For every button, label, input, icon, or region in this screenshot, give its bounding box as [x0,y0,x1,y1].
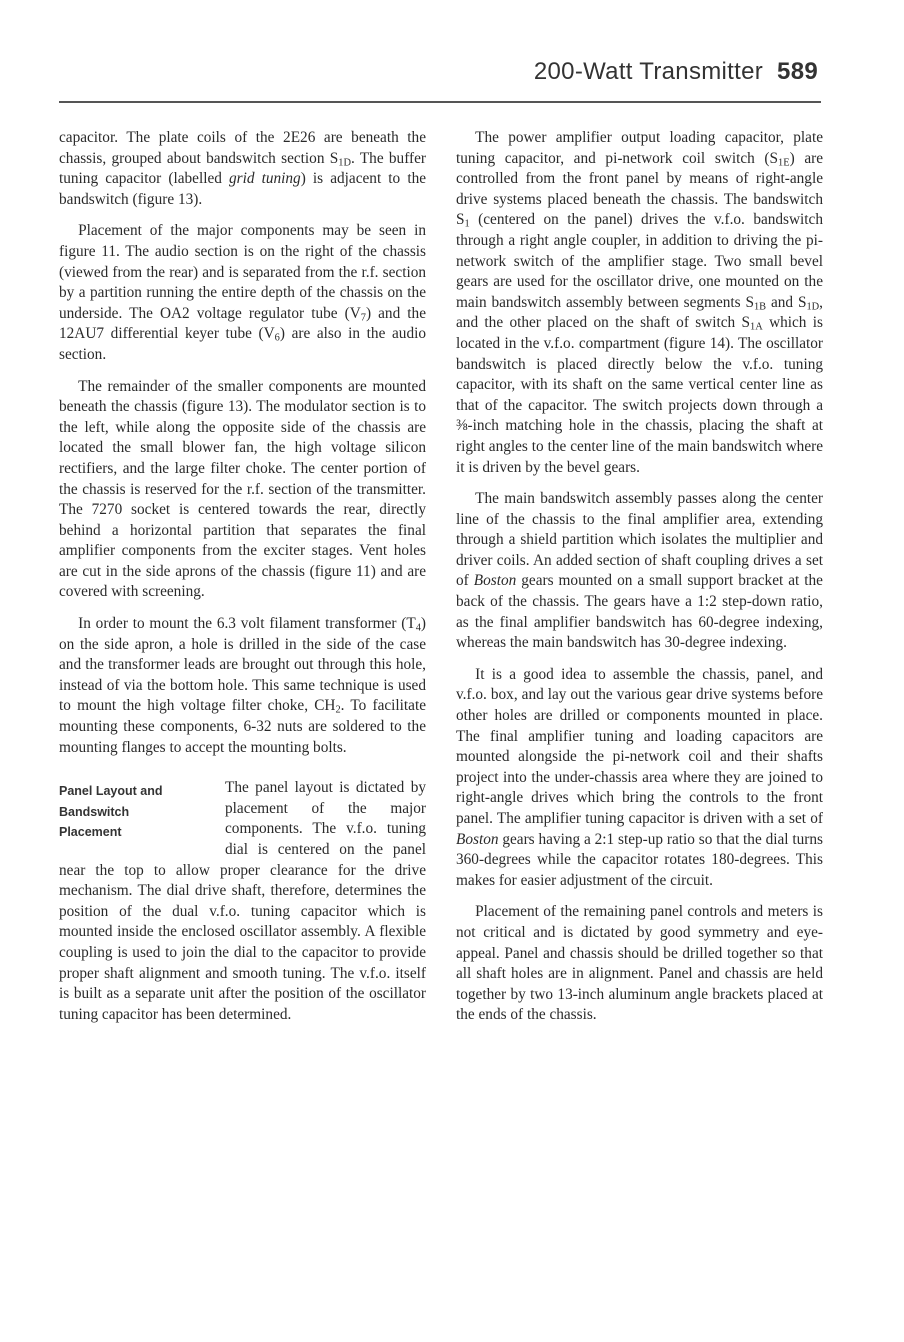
sidehead-label: Panel Layout and Bandswitch Placement [59,784,163,840]
left-column [59,128,426,1025]
paragraph: It is a good idea to assemble the chassis, panel, and v.f.o. box, and lay out the various gear drive systems before other holes are drilled or components mounted in place. The final amplifier tuning and loading capacitors are mounted alongside the pi-network coil and their shafts project into the under-chassis area where they are joined to right-angle drives which bring the controls to the front panel. The amplifier tuning capacitor is driven with a set of Boston gears having a 2:1 step-up ratio so that the dial turns 360-degrees while the capacitor rotates 180-degrees. This makes for easier adjustment of the circuit. [456,665,823,889]
header-title: 200-Watt Transmitter [533,58,764,85]
running-header [534,58,818,86]
sidehead-paragraph: The panel layout is dictated by placement of the major components. The v.f.o. tuning dial is centered on the panel near the top to allow proper clearance for the drive mechanism. The dial drive shaft, therefore, determines the position of the dual v.f.o. tuning capacitor which is mounted inside the enclosed oscillator assembly. A flexible coupling is used to join the dial to the capacitor to provide proper shaft alignment and smooth tuning. The v.f.o. itself is built as a separate unit after the position of the oscillator tuning capacitor has been determined. [59,779,426,1023]
page-number: 589 [777,58,818,85]
paragraph: In order to mount the 6.3 volt filament transformer $(T_4)$ on the side apron, a hole is drilled in the side of the case and the transformer leads are brought out through this hole, instead of via the bottom hole. This same technique is used to mount the high voltage filter choke, $CH_2$. To facilitate mounting these components, 6-32 nuts are soldered to the mounting flanges to accept the mounting bolts. [59,615,426,756]
right-column [456,128,823,1026]
paragraph: capacitor. The plate coils of the 2E26 are beneath the chassis, grouped about bandswitch section $S_{1D}$. The buffer tuning capacitor (labelled grid tuning) is adjacent to the bandswitch (figure 13). [59,129,427,208]
section-sidehead [59,778,426,1025]
header-rule [59,101,821,103]
paragraph: The remainder of the smaller components are mounted beneath the chassis (figure 13). The modulator section is to the left, while along the opposite side of the chassis are located the small blower fan, the high voltage silicon rectifiers, and the large filter choke. The center portion of the chassis is reserved for the r.f. section of the transmitter. The 7270 socket is centered towards the rear, directly behind a horizontal partition that separates the final amplifier components from the exciter stages. Vent holes are cut in the side aprons of the chassis (figure 11) and are covered with screening. [59,377,426,601]
paragraph: The main bandswitch assembly passes along the center line of the chassis to the final amplifier area, extending through a shield partition which isolates the multiplier and driver coils. An added section of shaft coupling drives a set of Boston gears mounted on a small support bracket at the back of the chassis. The gears have a 1:2 step-down ratio, as the final amplifier bandswitch has 60-degree indexing, whereas the main bandswitch has 30-degree indexing. [456,490,823,652]
paragraph: The power amplifier output loading capacitor, plate tuning capacitor, and pi-network coil switch $(S_{1E})$ are controlled from the front panel by means of right-angle drive systems placed beneath the chassis. The bandswitch $S_1$ (centered on the panel) drives the v.f.o. bandswitch through a right angle coupler, in addition to driving the pi-network switch of the amplifier stage. Two small bevel gears are used for the oscillator drive, one mounted on the main bandswitch assembly between segments $S_{1B}$ and $S_{1D}$, and the other placed on the shaft of switch $S_{1A}$ which is located in the v.f.o. compartment (figure 14). The oscillator bandswitch is placed directly below the v.f.o. tuning capacitor, with its shaft on the same vertical center line as that of the capacitor. The switch projects down through a ⅜-inch matching hole in the chassis, placing the shaft at right angles to the center line of the main bandswitch where it is driven by the bevel gears. [456,129,824,476]
paragraph: Placement of the major components may be seen in figure 11. The audio section is on the right of the chassis (viewed from the rear) and is separated from the r.f. section by a partition running the entire depth of the chassis on the underside. The OA2 voltage regulator tube $(V_7)$ and the 12AU7 differential keyer tube $(V_6)$ are also in the audio section. [59,222,426,363]
paragraph: Placement of the remaining panel controls and meters is not critical and is dictated by good symmetry and eye-appeal. Panel and chassis should be drilled together so that all shaft holes are in alignment. Panel and chassis are held together by two 13-inch aluminum angle brackets placed at the ends of the chassis. [456,903,823,1024]
